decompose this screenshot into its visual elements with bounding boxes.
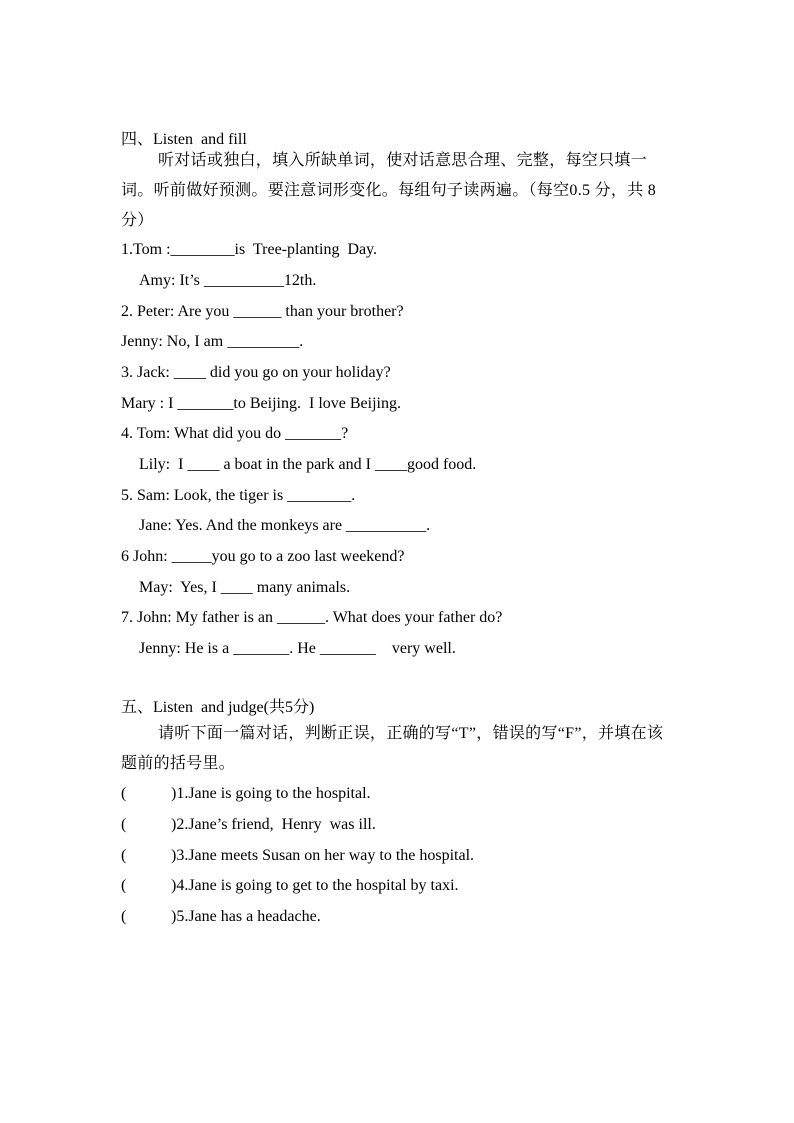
judge-item-5-text: )5.Jane has a headache. [171, 908, 321, 925]
q2-jenny-line: Jenny: No, I am _________. [121, 333, 304, 350]
judge-item-3-paren[interactable]: ( [121, 847, 127, 864]
judge-item-2-text: )2.Jane’s friend, Henry was ill. [171, 816, 376, 833]
q2-peter-line: 2. Peter: Are you ______ than your brother? [121, 303, 404, 320]
q7-john-line: 7. John: My father is an ______. What does your father do? [121, 609, 503, 626]
q4-tom-line: 4. Tom: What did you do _______? [121, 425, 349, 442]
section-5-heading: 五、Listen and judge(共5分) [121, 699, 315, 716]
section-5-instruction: 请听下面一篇对话，判断正误，正确的写“T”，错误的写“F”，并填在该题前的括号里。 [121, 725, 664, 772]
q4-lily-line: Lily: I ____ a boat in the park and I ____good food. [139, 456, 477, 473]
q6-john-line: 6 John: _____you go to a zoo last weekend? [121, 548, 405, 565]
judge-item-3-text: )3.Jane meets Susan on her way to the hospital. [171, 847, 475, 864]
judge-item-4-paren[interactable]: ( [121, 877, 127, 894]
q3-mary-line: Mary : I _______to Beijing. I love Beijing. [121, 395, 401, 412]
q5-sam-line: 5. Sam: Look, the tiger is ________. [121, 487, 356, 504]
q3-jack-line: 3. Jack: ____ did you go on your holiday? [121, 364, 391, 381]
judge-item-1-text: )1.Jane is going to the hospital. [171, 785, 371, 802]
q1-tom-line: 1.Tom :________is Tree-planting Day. [121, 241, 378, 258]
q5-jane-line: Jane: Yes. And the monkeys are __________. [139, 517, 431, 534]
judge-item-5-paren[interactable]: ( [121, 908, 127, 925]
q7-jenny-line: Jenny: He is a _______. He _______ very well. [139, 640, 456, 657]
section-4-heading: 四、Listen and fill [121, 131, 247, 148]
judge-item-2-paren[interactable]: ( [121, 816, 127, 833]
judge-item-1-paren[interactable]: ( [121, 785, 127, 802]
judge-item-4-text: )4.Jane is going to get to the hospital by taxi. [171, 877, 459, 894]
section-4-instruction: 听对话或独白，填入所缺单词，使对话意思合理、完整，每空只填一词。听前做好预测。要注意词形变化。每组句子读两遍。（每空0.5 分，共 8 分） [121, 152, 657, 229]
q1-amy-line: Amy: It’s __________12th. [139, 272, 317, 289]
q6-may-line: May: Yes, I ____ many animals. [139, 579, 351, 596]
